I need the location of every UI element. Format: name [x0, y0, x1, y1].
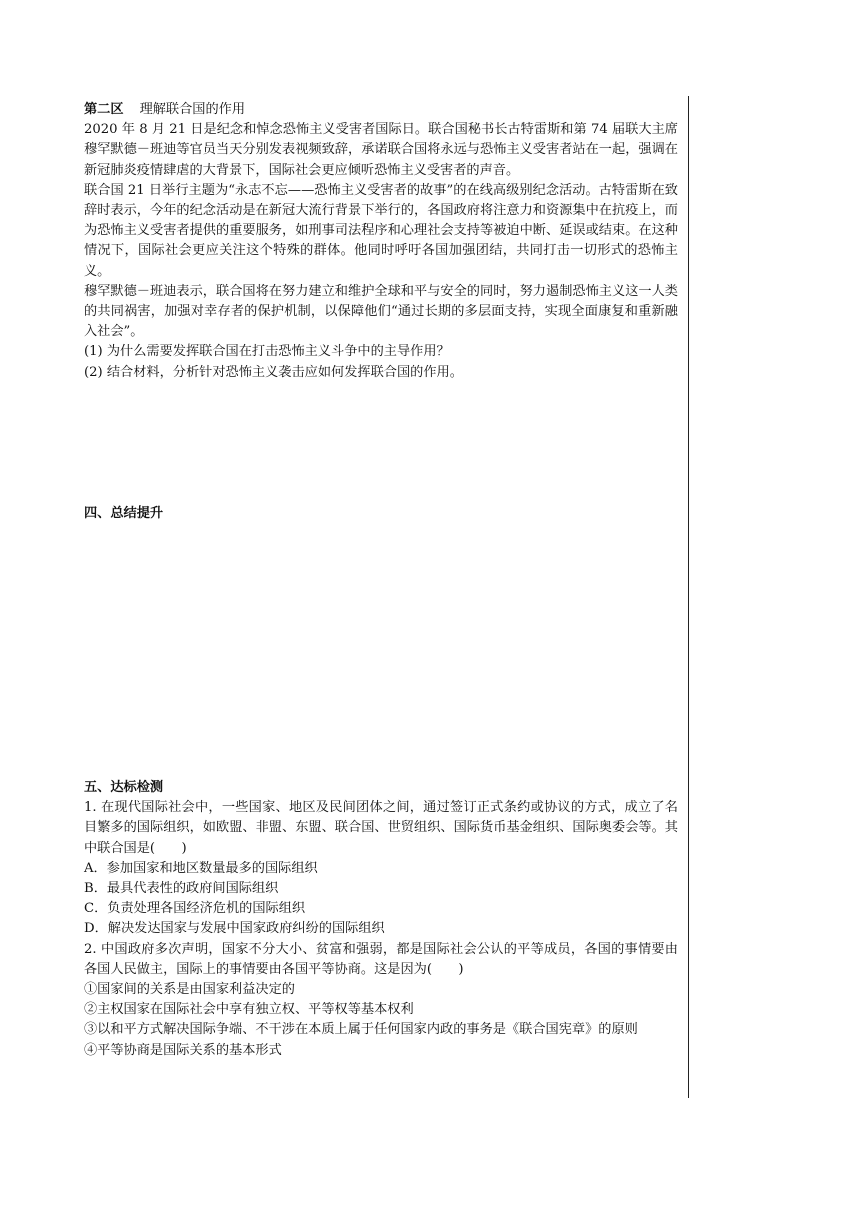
test-question-2-option-4: ④平等协商是国际关系的基本形式	[84, 1042, 282, 1058]
test-question-2-option-3: ③以和平方式解决国际争端、不干涉在本质上属于任何国家内政的事务是《联合国宪章》的原则	[84, 1022, 638, 1038]
test-question-1-option-b: B．最具代表性的政府间国际组织	[84, 881, 279, 897]
test-question-1-stem: 1. 在现代国际社会中，一些国家、地区及民间团体之间，通过签订正式条约或协议的方式，成立了名目繁多的国际组织，如欧盟、非盟、东盟、联合国、世贸组织、国际货币基金组织、国际奥委会等。其中联合国是( )	[84, 800, 678, 856]
section2-label: 第二区	[84, 102, 124, 117]
material-paragraph-3: 穆罕默德－班迪表示，联合国将在努力建立和维护全球和平与安全的同时，努力遏制恐怖主义这一人类的共同祸害，加强对幸存者的保护机制，以保障他们“通过长期的多层面支持，实现全面康复和重新融入社会”。	[84, 283, 678, 340]
section2-title: 理解联合国的作用	[139, 102, 246, 117]
test-question-2-option-2: ②主权国家在国际社会中享有独立权、平等权等基本权利	[84, 1002, 414, 1018]
test-question-2-option-1: ①国家间的关系是由国家利益决定的	[84, 982, 295, 998]
question-1: (1) 为什么需要发挥联合国在打击恐怖主义斗争中的主导作用？	[84, 344, 450, 360]
test-heading: 五、达标检测	[84, 780, 164, 796]
test-question-1-option-a: A．参加国家和地区数量最多的国际组织	[84, 860, 318, 876]
summary-space	[84, 524, 678, 778]
answer-space	[84, 383, 678, 504]
question-2: (2) 结合材料，分析针对恐怖主义袭击应如何发挥联合国的作用。	[84, 364, 463, 380]
test-question-1-option-d: D．解决发达国家与发展中国家政府纠纷的国际组织	[84, 921, 385, 937]
margin-divider-line	[688, 96, 689, 1098]
document-body	[84, 100, 678, 1061]
summary-heading: 四、总结提升	[84, 505, 164, 521]
section2-heading	[84, 100, 678, 120]
test-question-2-stem: 2. 中国政府多次声明，国家不分大小、贫富和强弱，都是国际社会公认的平等成员，各国的事情要由各国人民做主，国际上的事情要由各国平等协商。这是因为( )	[84, 941, 678, 977]
material-paragraph-2: 联合国 21 日举行主题为“永志不忘——恐怖主义受害者的故事”的在线高级别纪念活动。古特雷斯在致辞时表示，今年的纪念活动是在新冠大流行背景下举行的，各国政府将注意力和资源集中在抗疫上，而为恐怖主义受害者提供的重要服务，如刑事司法程序和心理社会支持等被迫中断、延误或结束。在这种情况下，国际社会更应关注这个特殊的群体。他同时呼吁各国加强团结，共同打击一切形式的恐怖主义。	[84, 182, 678, 279]
test-question-1-option-c: C．负责处理各国经济危机的国际组织	[84, 901, 306, 917]
material-paragraph-1: 2020 年 8 月 21 日是纪念和悼念恐怖主义受害者国际日。联合国秘书长古特雷斯和第 74 届联大主席穆罕默德－班迪等官员当天分别发表视频致辞，承诺联合国将永远与恐怖主义受害者站在一起，强调在新冠肺炎疫情肆虐的大背景下，国际社会更应倾听恐怖主义受害者的声音。	[84, 122, 678, 178]
